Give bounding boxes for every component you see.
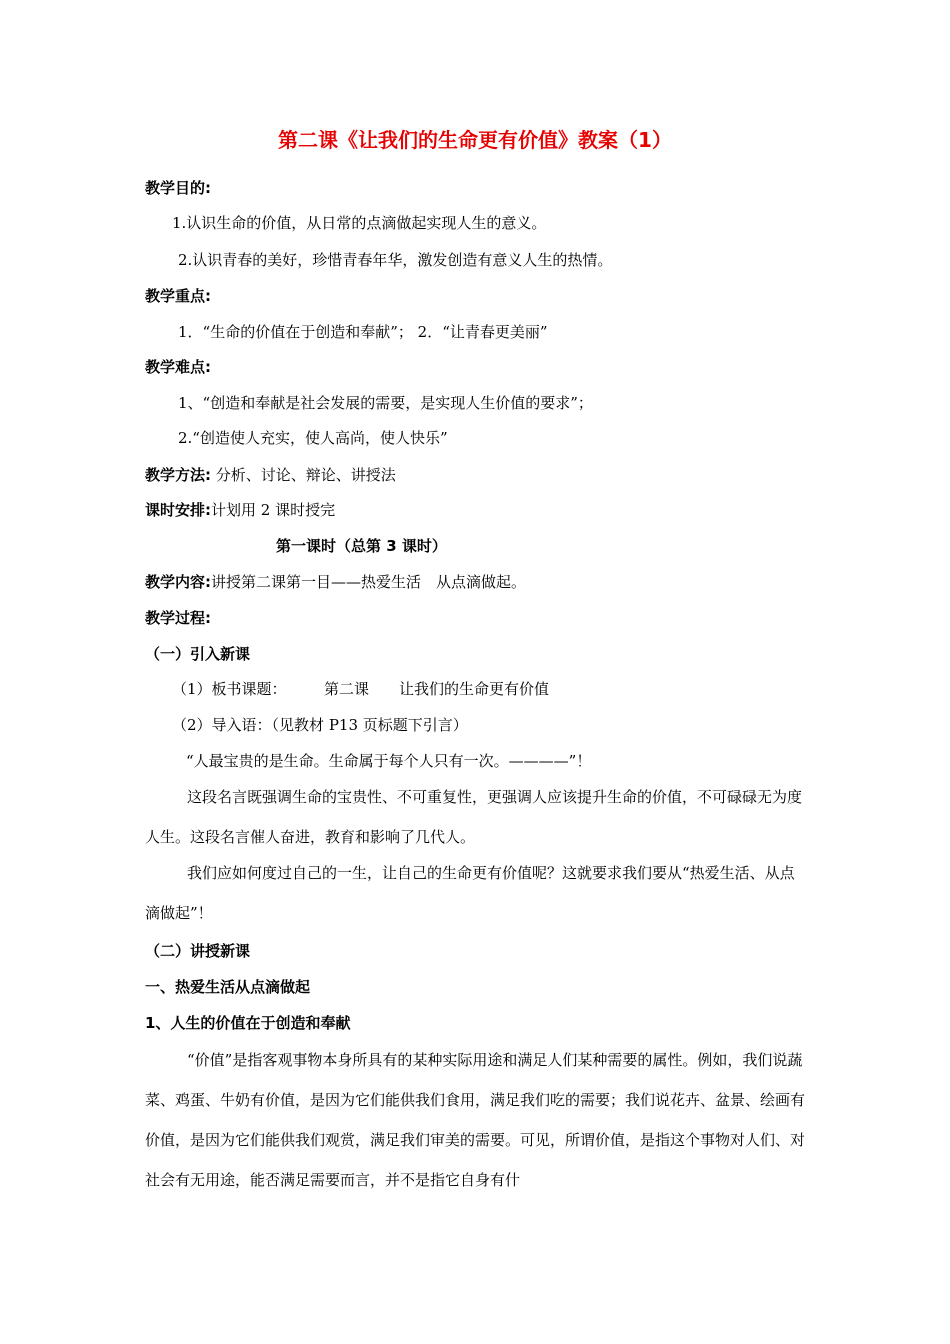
lesson-heading: 第一课时（总第 3 课时）: [276, 537, 447, 555]
objective-2: 2.认识青春的美好，珍惜青春年华，激发创造有意义人生的热情。: [178, 251, 613, 269]
paragraph-3: “价值”是指客观事物本身所具有的某种实际用途和满足人们某种需要的属性。例如，我们说蔬菜、鸡蛋、牛奶有价值，是因为它们能供我们食用，满足我们吃的需要；我们说花卉、盆景、绘画有价值，是因为它们能供我们观赏，满足我们审美的需要。可见，所谓价值，是指这个事物对人们、对社会有无用途，能否满足需要而言，并不是指它自身有什: [145, 1051, 806, 1189]
objectives-heading: 教学目的:: [145, 179, 211, 197]
schedule-value: 计划用 2 课时授完: [211, 501, 336, 519]
difficulties-heading: 教学难点:: [145, 358, 211, 376]
process-heading: 教学过程:: [145, 609, 211, 627]
subsection-1-heading: 一、热爱生活从点滴做起: [145, 978, 311, 996]
step-2: （2）导入语：（见教材 P13 页标题下引言）: [172, 716, 468, 734]
point-1-heading: 1、人生的价值在于创造和奉献: [145, 1014, 351, 1032]
key-points: 1．“生命的价值在于创造和奉献”； 2．“让青春更美丽”: [178, 323, 548, 341]
content-value: 讲授第二课第一目——热爱生活 从点滴做起。: [211, 573, 527, 591]
difficulty-1: 1、“创造和奉献是社会发展的需要，是实现人生价值的要求”；: [178, 394, 593, 412]
objective-1: 1.认识生命的价值，从日常的点滴做起实现人生的意义。: [172, 214, 547, 232]
section-1-heading: （一）引入新课: [145, 645, 251, 663]
difficulty-2: 2.“创造使人充实，使人高尚，使人快乐”: [178, 429, 448, 447]
step-1: （1）板书课题： 第二课 让我们的生命更有价值: [172, 680, 550, 698]
content-label: 教学内容:: [145, 573, 211, 591]
methods-value: 分析、讨论、辩论、讲授法: [211, 466, 396, 484]
quote: “人最宝贵的是生命。生命属于每个人只有一次。————”！: [186, 752, 592, 770]
schedule-line: [145, 500, 335, 520]
document-title: 第二课《让我们的生命更有价值》教案（1）: [278, 128, 672, 152]
paragraph-2: 我们应如何度过自己的一生，让自己的生命更有价值呢？这就要求我们要从“热爱生活、从点滴做起”！: [145, 864, 795, 922]
methods-line: [145, 465, 396, 485]
paragraph-1: 这段名言既强调生命的宝贵性、不可重复性，更强调人应该提升生命的价值，不可碌碌无为度人生。这段名言催人奋进，教育和影响了几代人。: [145, 788, 803, 846]
key-points-heading: 教学重点:: [145, 287, 211, 305]
content-line: [145, 572, 526, 592]
section-2-heading: （二）讲授新课: [145, 942, 251, 960]
schedule-label: 课时安排:: [145, 501, 211, 519]
methods-label: 教学方法:: [145, 466, 211, 484]
